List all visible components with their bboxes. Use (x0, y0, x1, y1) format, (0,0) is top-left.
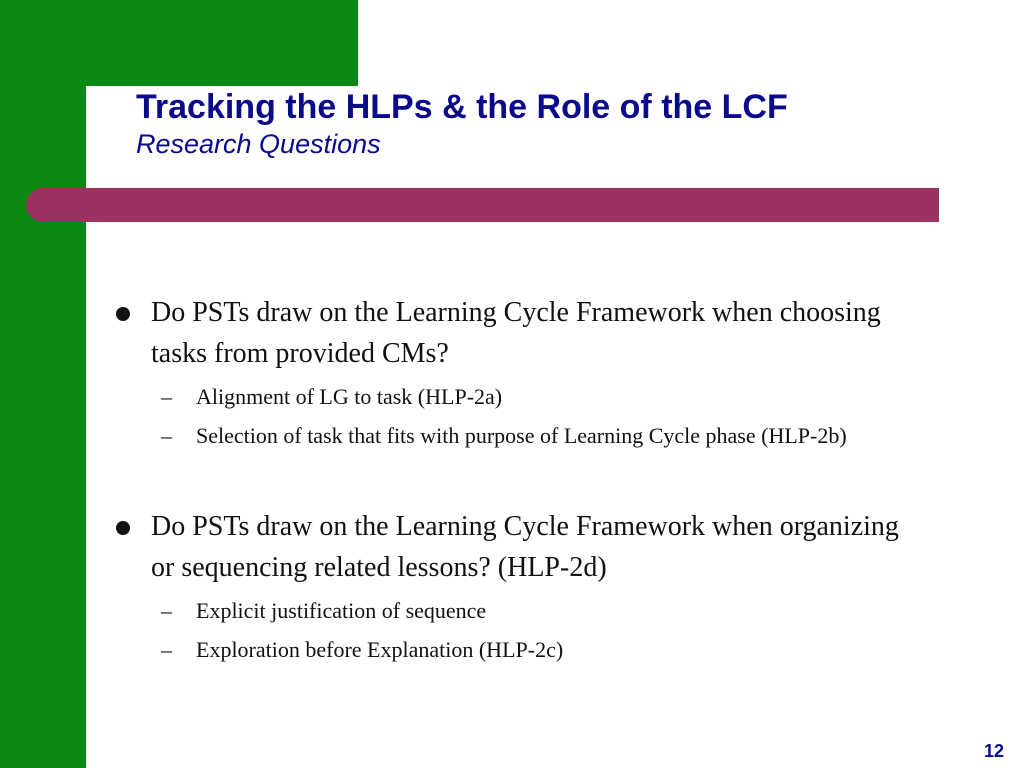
bullet-item (116, 506, 906, 588)
sub-bullet-item (161, 633, 906, 666)
sub-bullet-item (161, 594, 906, 627)
top-green-band (0, 0, 358, 86)
slide-title: Tracking the HLPs & the Role of the LCF (136, 88, 788, 126)
sub-bullet-text: Explicit justification of sequence (196, 598, 487, 623)
accent-bar (26, 188, 939, 222)
bullet-item (116, 292, 906, 374)
bullet-text: Do PSTs draw on the Learning Cycle Framework when organizing or sequencing related lessons? (HLP-2d) (151, 511, 899, 583)
sub-bullet-item (161, 419, 906, 452)
dash-icon: – (161, 637, 172, 662)
sub-bullet-text: Exploration before Explanation (HLP-2c) (196, 637, 564, 662)
title-block (136, 86, 956, 160)
slide-subtitle: Research Questions (136, 129, 381, 159)
sub-bullet-item (161, 380, 906, 413)
bullet-icon (116, 521, 130, 535)
dash-icon: – (161, 384, 172, 409)
spacer (116, 452, 906, 506)
dash-icon: – (161, 423, 172, 448)
sub-bullet-text: Selection of task that fits with purpose of Learning Cycle phase (HLP-2b) (196, 423, 847, 448)
sub-bullet-text: Alignment of LG to task (HLP-2a) (196, 384, 503, 409)
page-number: 12 (983, 741, 1004, 761)
slide-content (116, 292, 906, 666)
dash-icon: – (161, 598, 172, 623)
bullet-icon (116, 307, 130, 321)
bullet-text: Do PSTs draw on the Learning Cycle Framework when choosing tasks from provided CMs? (151, 297, 881, 369)
left-green-band (0, 0, 86, 768)
